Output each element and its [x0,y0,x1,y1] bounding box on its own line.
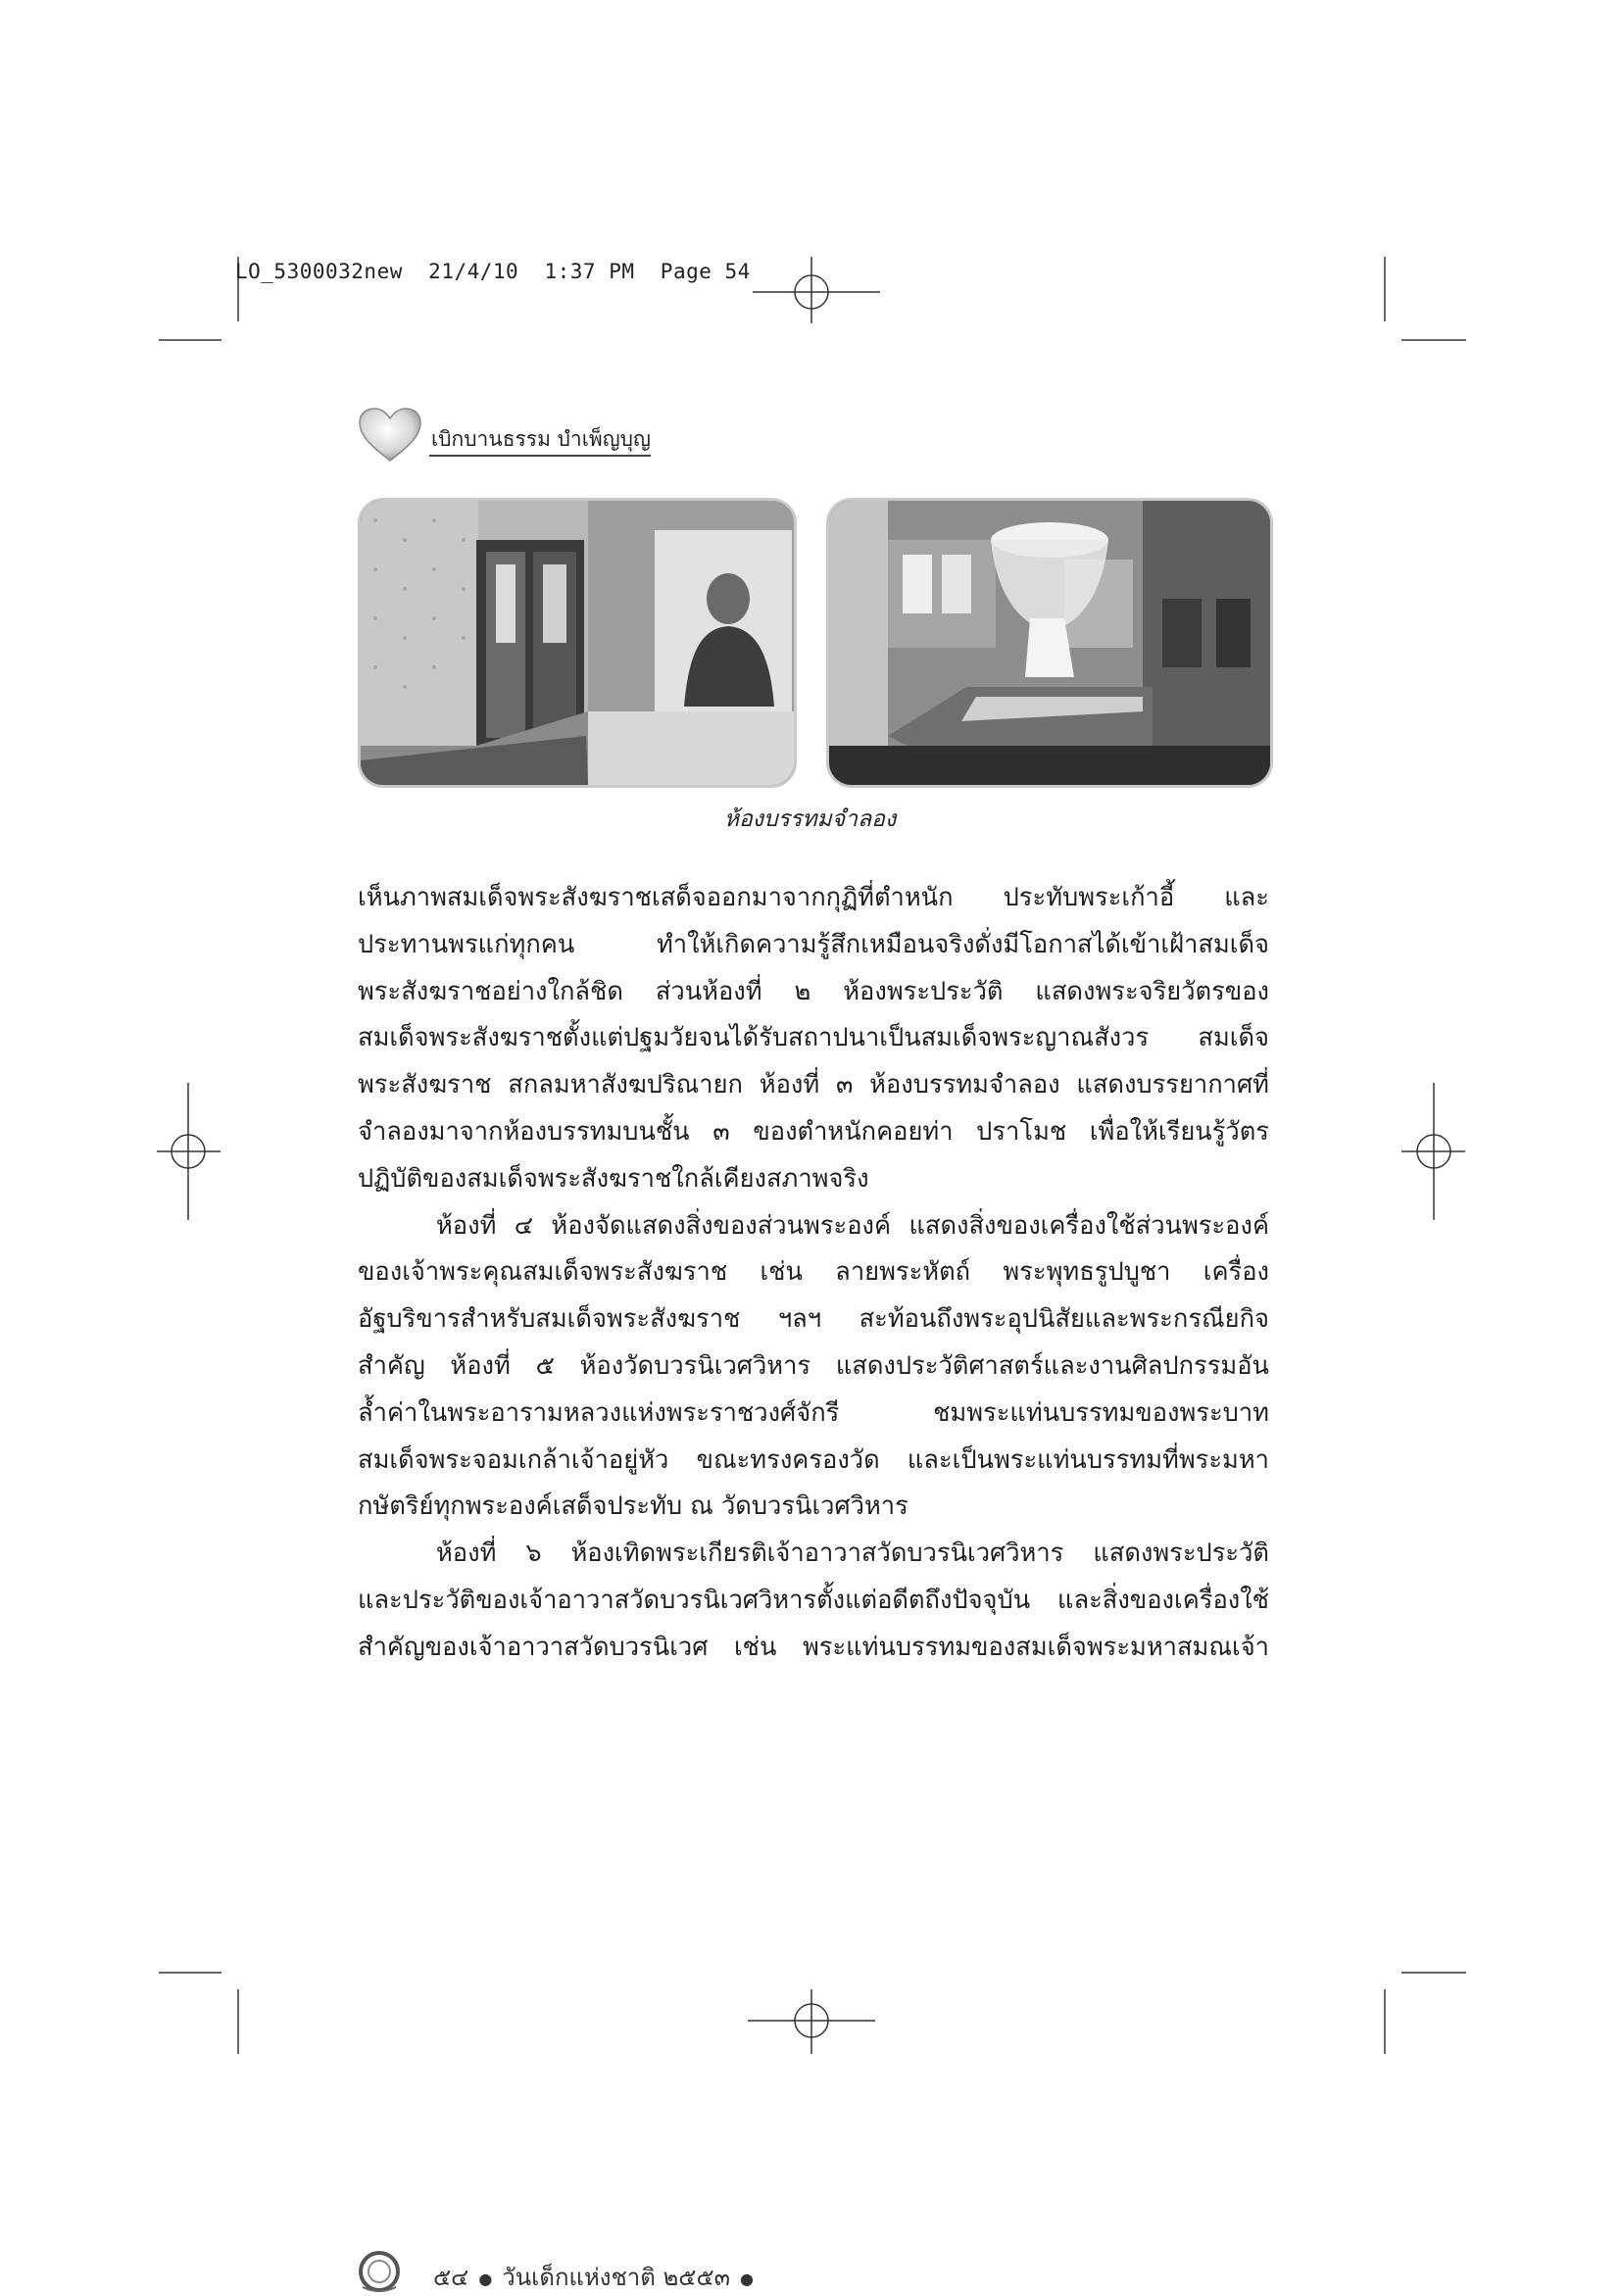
body-line: ล้ำค่าในพระอารามหลวงแห่งพระราชวงศ์จักรี ชมพระแท่นบรรทมของพระบาท [358,1397,1269,1428]
footer-bullet: ● [740,2269,755,2288]
body-line: พระสังฆราช สกลมหาสังฆปริณายก ห้องที่ ๓ ห้องบรรทมจำลอง แสดงบรรยากาศที่ [358,1070,1269,1100]
photo-bedroom [826,498,1273,788]
photo-hallway [358,498,797,788]
body-line: ห้องที่ ๖ ห้องเทิดพระเกียรติเจ้าอาวาสวัดบวรนิเวศวิหาร แสดงพระประวัติ [436,1539,1269,1569]
heart-icon [356,406,424,464]
body-line: ของเจ้าพระคุณสมเด็จพระสังฆราช เช่น ลายพระหัตถ์ พระพุทธรูปบูชา เครื่อง [358,1257,1269,1288]
body-line: ประทานพรแก่ทุกคน ทำให้เกิดความรู้สึกเหมือนจริงดั่งมีโอกาสได้เข้าเฝ้าสมเด็จ [358,929,1269,959]
photo-caption: ห้องบรรทมจำลอง [723,806,897,832]
page-footer [433,2258,763,2296]
body-line: จำลองมาจากห้องบรรทมบนชั้น ๓ ของตำหนักคอยท่า ปราโมช เพื่อให้เรียนรู้วัตร [358,1116,1269,1147]
slug-time: 1:37 PM [544,260,635,283]
footer-title: วันเด็กแห่งชาติ ๒๕๕๓ [502,2264,731,2291]
body-line: ห้องที่ ๔ ห้องจัดแสดงสิ่งของส่วนพระองค์ แสดงสิ่งของเครื่องใช้ส่วนพระองค์ [436,1210,1269,1241]
slug-file: LO_5300032new [235,260,403,283]
body-text [358,875,1269,1672]
page-number: ๕๔ [433,2264,469,2291]
body-line: เห็นภาพสมเด็จพระสังฆราชเสด็จออกมาจากกุฏิที่ตำหนัก ประทับพระเก้าอี้ และ [358,883,1269,912]
printer-slug [235,260,751,283]
body-line: สมเด็จพระจอมเกล้าเจ้าอยู่หัว ขณะทรงครองวัด และเป็นพระแท่นบรรทมที่พระมหา [358,1444,1269,1475]
body-line: ปฏิบัติของสมเด็จพระสังฆราชใกล้เคียงสภาพจริง [358,1163,869,1194]
body-line: อัฐบริขารสำหรับสมเด็จพระสังฆราช ฯลฯ สะท้อนถึงพระอุปนิสัยและพระกรณียกิจ [358,1304,1269,1335]
running-head-underline [429,455,651,457]
body-line: พระสังฆราชอย่างใกล้ชิด ส่วนห้องที่ ๒ ห้องพระประวัติ แสดงพระจริยวัตรของ [358,976,1269,1006]
footer-logo-icon [355,2250,404,2295]
body-line: และประวัติของเจ้าอาวาสวัดบวรนิเวศวิหารตั้งแต่อดีตถึงปัจจุบัน และสิ่งของเครื่องใช้ [358,1585,1269,1615]
body-line: สำคัญ ห้องที่ ๕ ห้องวัดบวรนิเวศวิหาร แสดงประวัติศาสตร์และงานศิลปกรรมอัน [358,1350,1269,1381]
running-head: เบิกบานธรรม บำเพ็ญบุญ [431,427,651,451]
body-line: สมเด็จพระสังฆราชตั้งแต่ปฐมวัยจนได้รับสถาปนาเป็นสมเด็จพระญาณสังวร สมเด็จ [358,1023,1269,1053]
slug-page: Page 54 [660,260,751,283]
footer-bullet: ● [478,2269,493,2288]
body-line: สำคัญของเจ้าอาวาสวัดบวรนิเวศ เช่น พระแท่นบรรทมของสมเด็จพระมหาสมณเจ้า [358,1632,1269,1662]
body-line: กษัตริย์ทุกพระองค์เสด็จประทับ ณ วัดบวรนิเวศวิหาร [358,1491,908,1522]
slug-date: 21/4/10 [428,260,519,283]
